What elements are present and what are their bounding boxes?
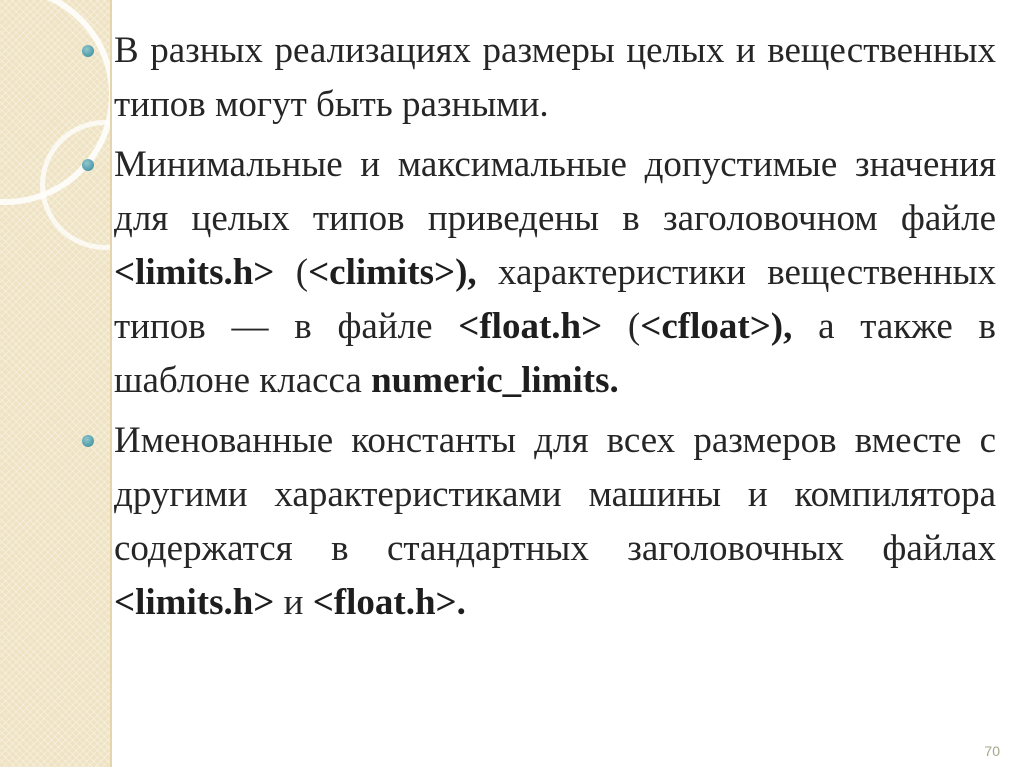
text-segment-bold: ), xyxy=(455,252,477,293)
text-segment: а также в шаблоне класса xyxy=(114,306,996,401)
bullet-dot-icon xyxy=(82,159,94,171)
bullet-item-3 xyxy=(76,414,996,630)
text-segment: характеристики вещественных типов — в файле xyxy=(114,252,996,347)
text-segment: Именованные константы для всех размеров вместе с другими характеристиками машины и компилятора содержатся в стандартных заголовочных файлах xyxy=(114,420,996,569)
code-header-name: <float.h>. xyxy=(312,582,466,623)
text-segment: В разных реализациях размеры целых и вещественных типов могут быть разными. xyxy=(114,30,996,125)
code-header-name: <float.h> xyxy=(458,306,603,347)
code-header-name: <cfloat> xyxy=(640,306,771,347)
code-header-name: <climits> xyxy=(308,252,456,293)
code-header-name: <limits.h> xyxy=(114,582,275,623)
bullet-dot-icon xyxy=(82,45,94,57)
page-number: 70 xyxy=(984,743,1000,759)
bullet-dot-icon xyxy=(82,435,94,447)
text-segment-bold: ), xyxy=(770,306,793,347)
bullet-item-1 xyxy=(76,24,996,132)
text-segment: ( xyxy=(602,306,641,347)
text-segment: и xyxy=(274,582,313,623)
bullet-text-3 xyxy=(114,420,996,623)
text-segment: ( xyxy=(274,252,309,293)
code-class-name: numeric_limits. xyxy=(371,360,619,401)
code-header-name: <limits.h> xyxy=(114,252,275,293)
bullet-text-1 xyxy=(114,30,996,125)
text-segment: Минимальные и максимальные допустимые значения для целых типов приведены в заголовочном файле xyxy=(114,144,996,239)
bullet-item-2 xyxy=(76,138,996,408)
bullet-text-2 xyxy=(114,144,996,401)
bullet-list xyxy=(76,24,996,636)
